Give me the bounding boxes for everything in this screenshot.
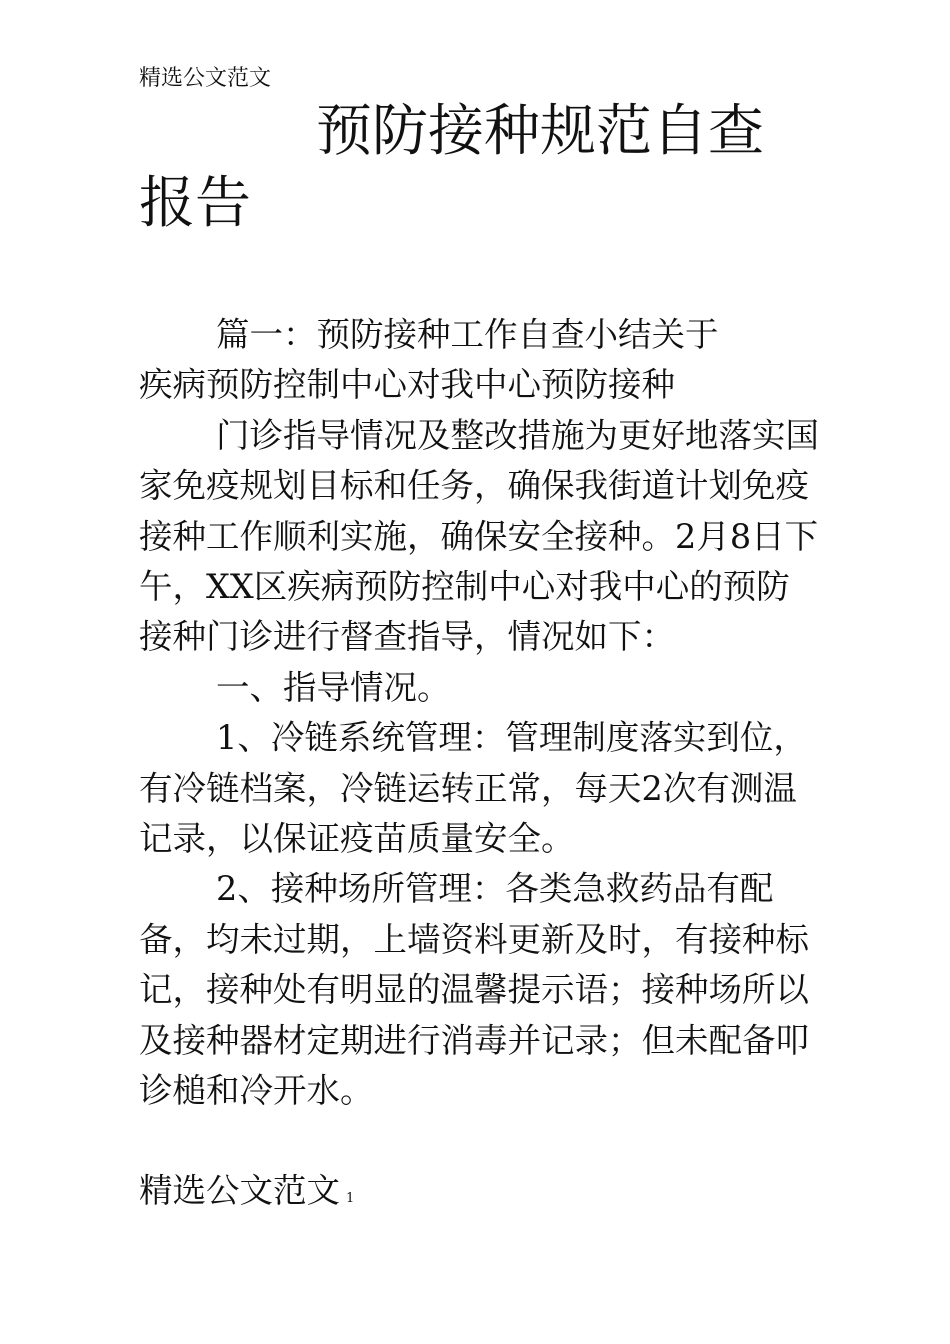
document-body: [139, 310, 819, 1117]
paragraph-5: 2、接种场所管理：各类急救药品有配备，均未过期，上墙资料更新及时，有接种标记，接种处有明显的温馨提示语；接种场所以及接种器材定期进行消毒并记录；但未配备叩诊槌和冷开水。: [139, 869, 809, 1111]
page-header: 精选公文范文: [139, 66, 272, 91]
page-number: 1: [346, 1191, 355, 1206]
paragraph-1-line2: 疾病预防控制中心对我中心预防接种: [139, 365, 675, 405]
footer-text: 精选公文范文: [139, 1171, 340, 1210]
paragraph-2: 门诊指导情况及整改措施为更好地落实国家免疫规划目标和任务，确保我街道计划免疫接种工作顺利实施，确保安全接种。2月8日下午，XX区疾病预防控制中心对我中心的预防接种门诊进行督查指导，情况如下：: [139, 415, 819, 657]
paragraph-3: 一、指导情况。: [216, 667, 451, 707]
paragraph-4: 1、冷链系统管理：管理制度落实到位，有冷链档案，冷链运转正常，每天2次有测温记录，以保证疫苗质量安全。: [139, 718, 807, 859]
document-title: 预防接种规范自查报告: [139, 99, 764, 236]
page-footer: [139, 1166, 354, 1224]
paragraph-1: [139, 310, 819, 411]
paragraph-1-line1: 篇一：预防接种工作自查小结关于: [216, 315, 719, 354]
